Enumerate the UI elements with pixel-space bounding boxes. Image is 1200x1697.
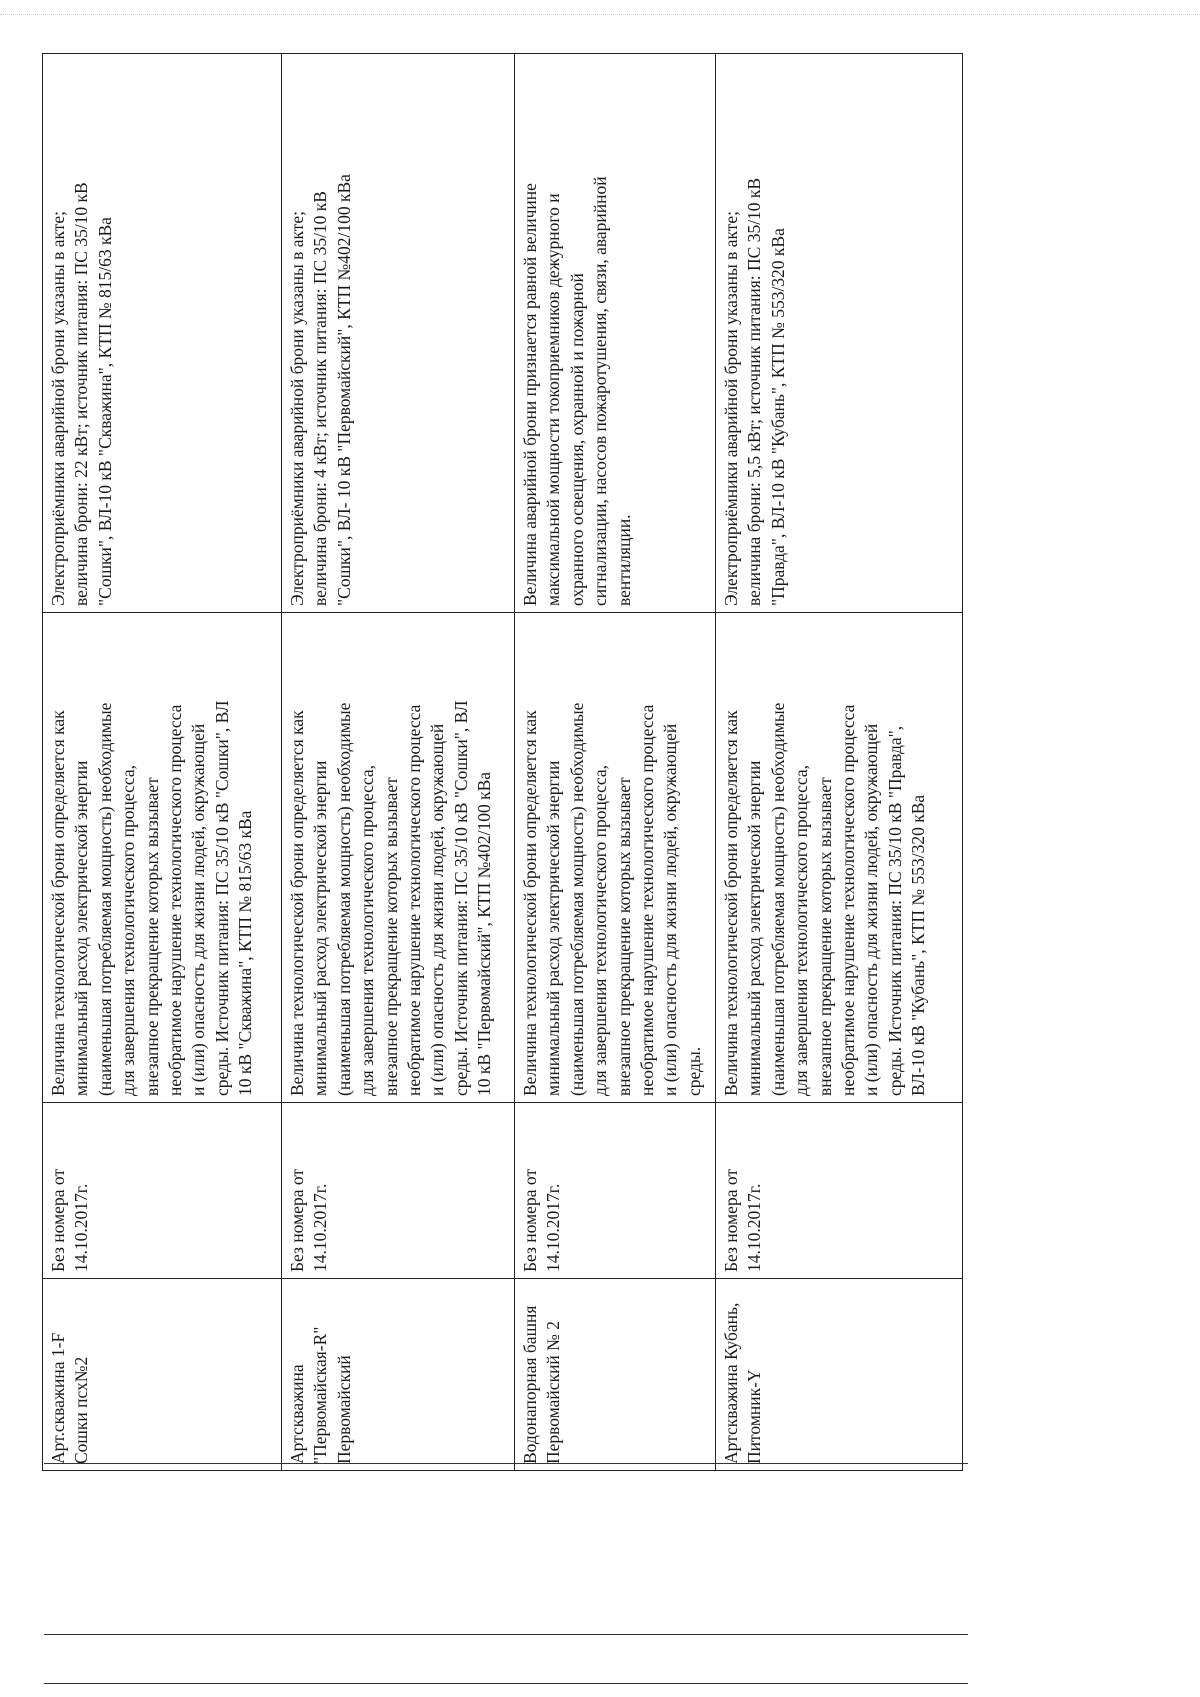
emergency-reserve-line: максимальной мощности токоприемников дежурного и [543,193,564,606]
tech-reserve-cell [282,613,515,1103]
emergency-reserve-line: сигнализации, насосов пожаротушения, связи, аварийной [590,176,611,606]
tech-reserve-line: минимальный расход электрической энергии [744,760,765,1096]
tech-reserve-line: минимальный расход электрической энергии [310,760,331,1096]
tech-reserve-line: для завершения технологического процесса, [791,765,812,1096]
emergency-reserve-line: охранного освещения, охранной и пожарной [566,273,587,606]
object-name-cell [716,1279,963,1471]
tech-reserve-line: и (или) опасность для жизни людей, окружающей [188,723,209,1096]
act-cell [43,1103,282,1279]
tech-reserve-line: необратимое нарушение технологического процесса [637,704,658,1096]
table-row [515,54,716,1471]
object-name: Арт.скважина 1-F Сошки псх№2 [48,1332,92,1464]
tech-reserve-line: среды. Источник питания: ПС 35/10 кВ "Сошки", ВЛ [211,700,232,1096]
emergency-reserve-cell [43,54,282,613]
signature-rule [44,1634,968,1635]
tech-reserve-line: Величина технологической брони определяется как [48,710,68,1096]
act-reference: Без номера от 14.10.2017г. [48,1168,92,1272]
emergency-reserve-line: вентиляции. [613,514,634,606]
signature-rule [44,1463,968,1464]
tech-reserve-line: минимальный расход электрической энергии [543,760,564,1096]
tech-reserve-line: Величина технологической брони определяется как [520,710,540,1096]
object-name: Водонапорная башня Первомайский № 2 [520,1305,564,1464]
act-reference: Без номера от 14.10.2017г. [520,1168,564,1272]
table-row [43,54,282,1471]
emergency-reserve-line: Электроприёмники аварийной брони указаны в акте; [721,210,741,606]
table-body [43,54,963,1471]
tech-reserve-line: для завершения технологического процесса, [590,765,611,1096]
tech-reserve-cell [515,613,716,1103]
tech-reserve-line: среды. Источник питания: ПС 35/10 кВ "Сошки", ВЛ [450,700,471,1096]
act-cell [282,1103,515,1279]
tech-reserve-line: для завершения технологического процесса, [118,765,139,1096]
tech-reserve-line: (наименьшая потребляемая мощность) необходимые [94,702,115,1096]
tech-reserve-line: 10 кВ "Первомайский", КТП №402/100 кВа [474,771,495,1096]
emergency-reserve-line: Электроприёмники аварийной брони указаны в акте; [48,210,68,606]
act-cell [515,1103,716,1279]
tech-reserve-line: и (или) опасность для жизни людей, окружающей [427,723,448,1096]
emergency-reserve-cell [515,54,716,613]
table-row [282,54,515,1471]
signature-rule [44,1683,968,1684]
emergency-reserve-line: "Сошки", ВЛ- 10 кВ "Первомайский", КТП №402/100 кВа [333,174,354,606]
tech-reserve-line: (наименьшая потребляемая мощность) необходимые [333,702,354,1096]
tech-reserve-line: Величина технологической брони определяется как [287,710,307,1096]
tech-reserve-line: Величина технологической брони определяется как [721,710,741,1096]
page-top-border [0,14,1200,15]
tech-reserve-line: ВЛ-10 кВ "Кубань", КТП № 553/320 кВа [908,794,929,1096]
tech-reserve-line: необратимое нарушение технологического процесса [838,704,859,1096]
tech-reserve-line: (наименьшая потребляемая мощность) необходимые [767,702,788,1096]
tech-reserve-line: внезапное прекращение которых вызывает [380,777,401,1096]
emergency-reserve-line: "Сошки", ВЛ-10 кВ "Скважина", КТП № 815/63 кВа [94,217,115,606]
tech-reserve-line: среды. Источник питания: ПС 35/10 кВ "Правда", [884,725,905,1096]
tech-reserve-line: необратимое нарушение технологического процесса [404,704,425,1096]
emergency-reserve-line: величина брони: 5,5 кВт; источник питания: ПС 35/10 кВ [744,177,765,606]
tech-reserve-line: минимальный расход электрической энергии [71,760,92,1096]
act-reference: Без номера от 14.10.2017г. [287,1168,331,1272]
reservation-table [42,53,963,1471]
emergency-reserve-line: Электроприёмники аварийной брони указаны в акте; [287,210,307,606]
emergency-reserve-cell [716,54,963,613]
tech-reserve-line: для завершения технологического процесса, [357,765,378,1096]
tech-reserve-cell [43,613,282,1103]
table-row [716,54,963,1471]
tech-reserve-line: необратимое нарушение технологического процесса [165,704,186,1096]
emergency-reserve-line: "Правда", ВЛ-10 кВ "Кубань", КТП № 553/320 кВа [767,228,788,606]
object-name: Артскважина Кубань, Питомник-Y [721,1302,765,1464]
tech-reserve-line: и (или) опасность для жизни людей, окружающей [660,723,681,1096]
tech-reserve-line: внезапное прекращение которых вызывает [814,777,835,1096]
tech-reserve-line: 10 кВ "Скважина", КТП № 815/63 кВа [235,810,256,1096]
rotated-table-area [42,53,962,1471]
tech-reserve-cell [716,613,963,1103]
tech-reserve-line: среды. [683,1046,704,1096]
object-name-cell [43,1279,282,1471]
act-reference: Без номера от 14.10.2017г. [721,1168,765,1272]
object-name-cell [515,1279,716,1471]
act-cell [716,1103,963,1279]
object-name: Артскважина "Первомайская-R" Первомайский [287,1326,354,1464]
emergency-reserve-line: величина брони: 22 кВт; источник питания: ПС 35/10 кВ [71,182,92,606]
emergency-reserve-line: величина брони: 4 кВт; источник питания: ПС 35/10 кВ [310,191,331,606]
tech-reserve-line: внезапное прекращение которых вызывает [613,777,634,1096]
emergency-reserve-line: Величина аварийной брони признается равной величине [520,183,540,606]
object-name-cell [282,1279,515,1471]
tech-reserve-line: и (или) опасность для жизни людей, окружающей [861,723,882,1096]
emergency-reserve-cell [282,54,515,613]
tech-reserve-line: внезапное прекращение которых вызывает [141,777,162,1096]
landscape-page [42,53,962,1471]
tech-reserve-line: (наименьшая потребляемая мощность) необходимые [566,702,587,1096]
